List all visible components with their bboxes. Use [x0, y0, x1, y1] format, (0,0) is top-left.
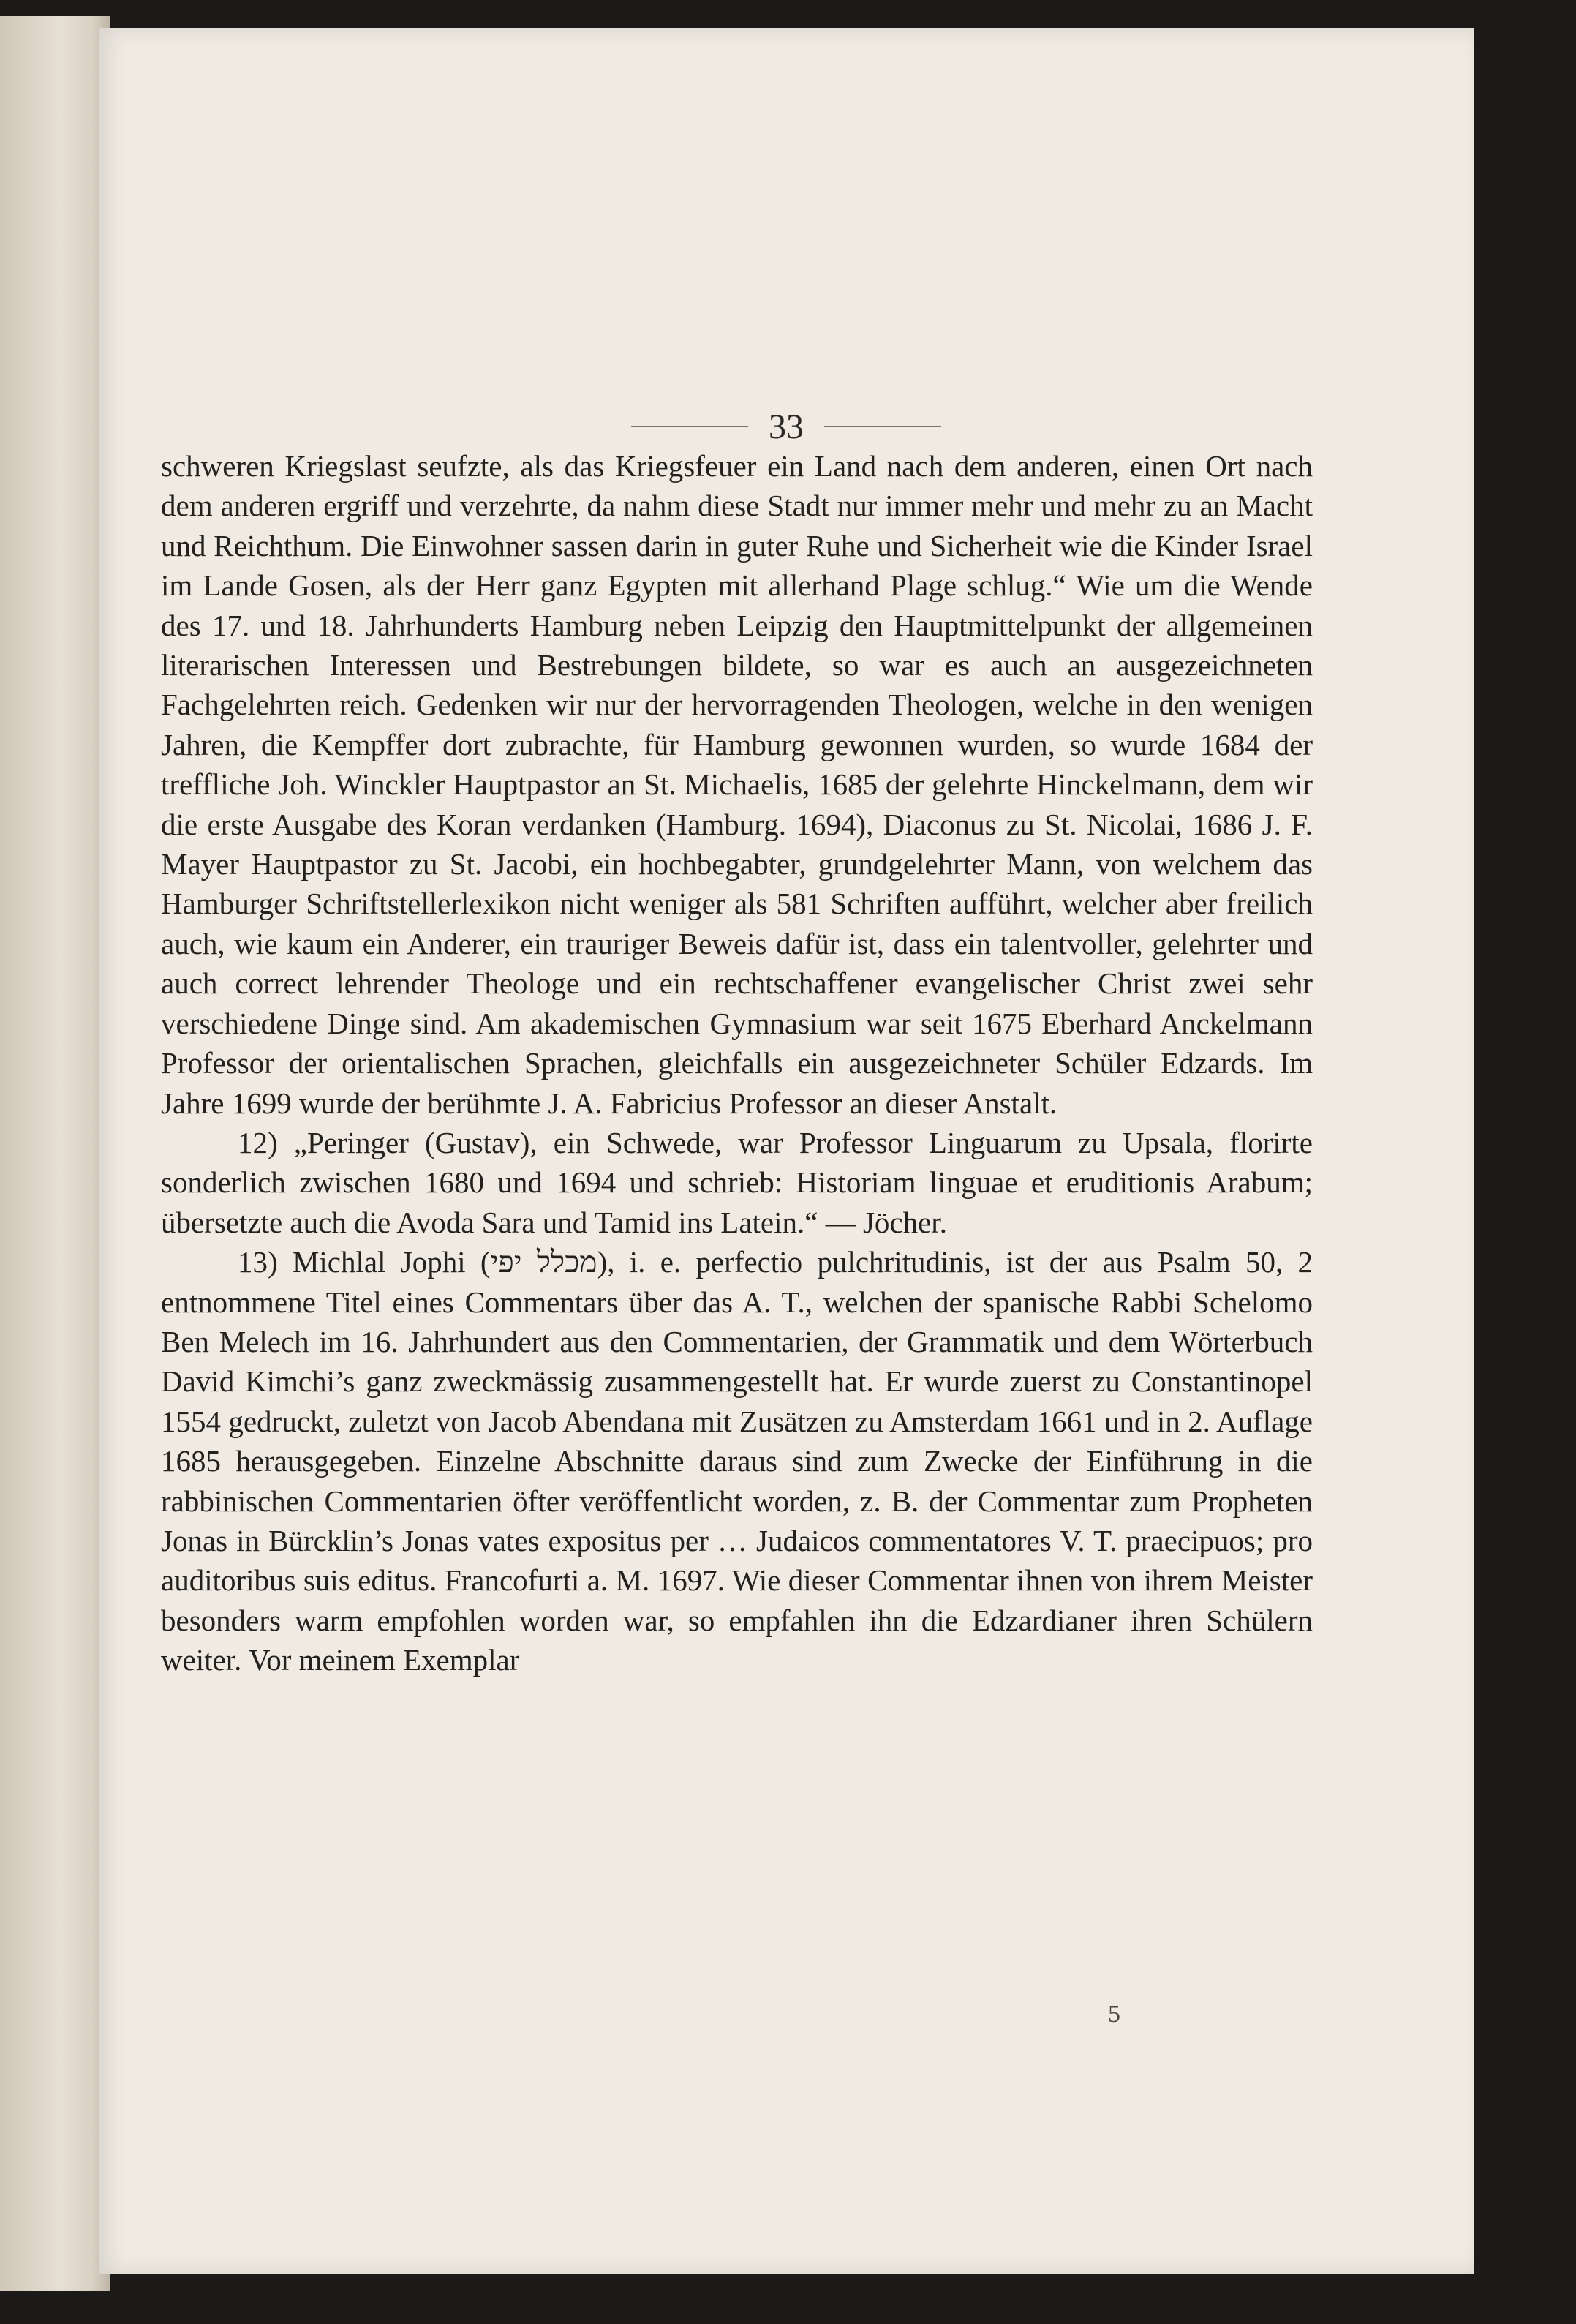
signature-mark: 5	[1108, 2001, 1120, 2028]
header-rule-right	[824, 426, 941, 427]
paragraph-2-note-12: 12) „Peringer (Gustav), ein Schwede, war Professor Linguarum zu Upsala, florirte sonderlich zwischen 1680 und 1694 und schrieb: Historiam linguae et eruditionis Arabum; übersetzte auch die Avoda Sara und Tamid ins Latein.“ — Jöcher.	[161, 1125, 1313, 1239]
header-rule-left	[631, 426, 748, 427]
left-page-edge	[0, 16, 110, 2291]
page-number: 33	[769, 407, 804, 446]
paragraph-3-note-13: 13) Michlal Jophi (מכלל יפי), i. e. perfectio pulchritudinis, ist der aus Psalm 50, 2 entnommene Titel eines Commentars über das A. T., welchen der spanische Rabbi Schelomo Ben Melech im 16. Jahrhundert aus den Commentarien, der Grammatik und dem Wörterbuch David Kimchi’s ganz zweckmässig zusammengestellt hat. Er wurde zuerst zu Constantinopel 1554 gedruckt, zuletzt von Jacob Abendana mit Zusätzen zu Amsterdam 1661 und in 2. Auflage 1685 herausgegeben. Einzelne Abschnitte daraus sind zum Zwecke der Einführung in die rabbinischen Commentarien öfter veröffentlicht worden, z. B. der Commentar zum Propheten Jonas in Bürcklin’s Jonas vates expositus per … Judaicos commentatores V. T. praecipuos; pro auditoribus suis editus. Francofurti a. M. 1697. Wie dieser Commentar ihnen von ihrem Meister besonders warm empfohlen worden war, so empfahlen ihn die Edzardianer ihren Schülern weiter. Vor meinem Exemplar	[161, 1245, 1313, 1677]
paragraph-1: schweren Kriegslast seufzte, als das Kriegsfeuer ein Land nach dem anderen, einen Ort nach dem anderen ergriff und verzehrte, da nahm diese Stadt nur immer mehr und mehr zu an Macht und Reichthum. Die Einwohner sassen darin in guter Ruhe und Sicherheit wie die Kinder Israel im Lande Gosen, als der Herr ganz Egypten mit allerhand Plage schlug.“ Wie um die Wende des 17. und 18. Jahrhunderts Hamburg neben Leipzig den Hauptmittelpunkt der allgemeinen literarischen Interessen und Bestrebungen bildete, so war es auch an ausgezeichneten Fachgelehrten reich. Gedenken wir nur der hervorragenden Theologen, welche in den wenigen Jahren, die Kempffer dort zubrachte, für Hamburg gewonnen wurden, so wurde 1684 der treffliche Joh. Winckler Hauptpastor an St. Michaelis, 1685 der gelehrte Hinckelmann, dem wir die erste Ausgabe des Koran verdanken (Hamburg. 1694), Diaconus zu St. Nicolai, 1686 J. F. Mayer Hauptpastor zu St. Jacobi, ein hochbegabter, grundgelehrter Mann, von welchem das Hamburger Schriftstellerlexikon nicht weniger als 581 Schriften aufführt, welcher aber freilich auch, wie kaum ein Anderer, ein trauriger Beweis dafür ist, dass ein talentvoller, gelehrter und auch correct lehrender Theologe und ein rechtschaffener evangelischer Christ zwei sehr verschiedene Dinge sind. Am akademischen Gymnasium war seit 1675 Eberhard Anckelmann Professor der orientalischen Sprachen, gleichfalls ein ausgezeichneter Schüler Edzards. Im Jahre 1699 wurde der berühmte J. A. Fabricius Professor an dieser Anstalt.	[161, 449, 1313, 1120]
body-text	[161, 446, 1313, 1680]
